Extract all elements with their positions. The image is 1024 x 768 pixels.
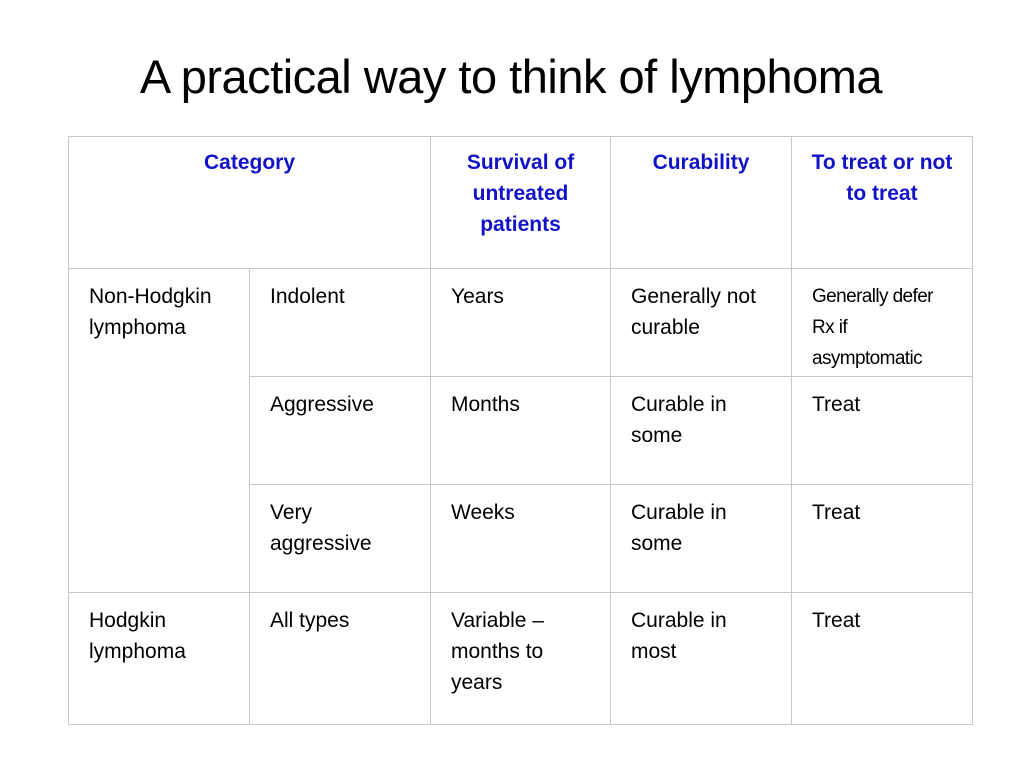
cell-type: Aggressive	[250, 377, 431, 485]
cell-treat: Treat	[792, 593, 973, 725]
table-row-indolent	[69, 269, 973, 377]
cell-type: Very aggressive	[250, 485, 431, 593]
lymphoma-table	[68, 136, 973, 725]
header-category: Category	[69, 137, 431, 269]
cell-survival: Years	[431, 269, 611, 377]
cell-group-hodgkin: Hodgkin lymphoma	[69, 593, 250, 725]
slide-title: A practical way to think of lymphoma	[139, 50, 883, 103]
table-row-hodgkin	[69, 593, 973, 725]
cell-treat: Treat	[792, 377, 973, 485]
header-survival: Survival of untreated patients	[431, 137, 611, 269]
cell-type: All types	[250, 593, 431, 725]
cell-curability: Curable in most	[611, 593, 792, 725]
cell-group-nhl: Non-Hodgkin lymphoma	[69, 269, 250, 593]
cell-treat: Generally defer Rx if asymptomatic	[792, 269, 973, 377]
header-treat: To treat or not to treat	[792, 137, 973, 269]
cell-curability: Curable in some	[611, 377, 792, 485]
cell-treat: Treat	[792, 485, 973, 593]
header-row	[69, 137, 973, 269]
cell-type: Indolent	[250, 269, 431, 377]
cell-curability: Generally not curable	[611, 269, 792, 377]
cell-curability: Curable in some	[611, 485, 792, 593]
cell-survival: Months	[431, 377, 611, 485]
header-curability: Curability	[611, 137, 792, 269]
cell-survival: Weeks	[431, 485, 611, 593]
cell-survival: Variable – months to years	[431, 593, 611, 725]
